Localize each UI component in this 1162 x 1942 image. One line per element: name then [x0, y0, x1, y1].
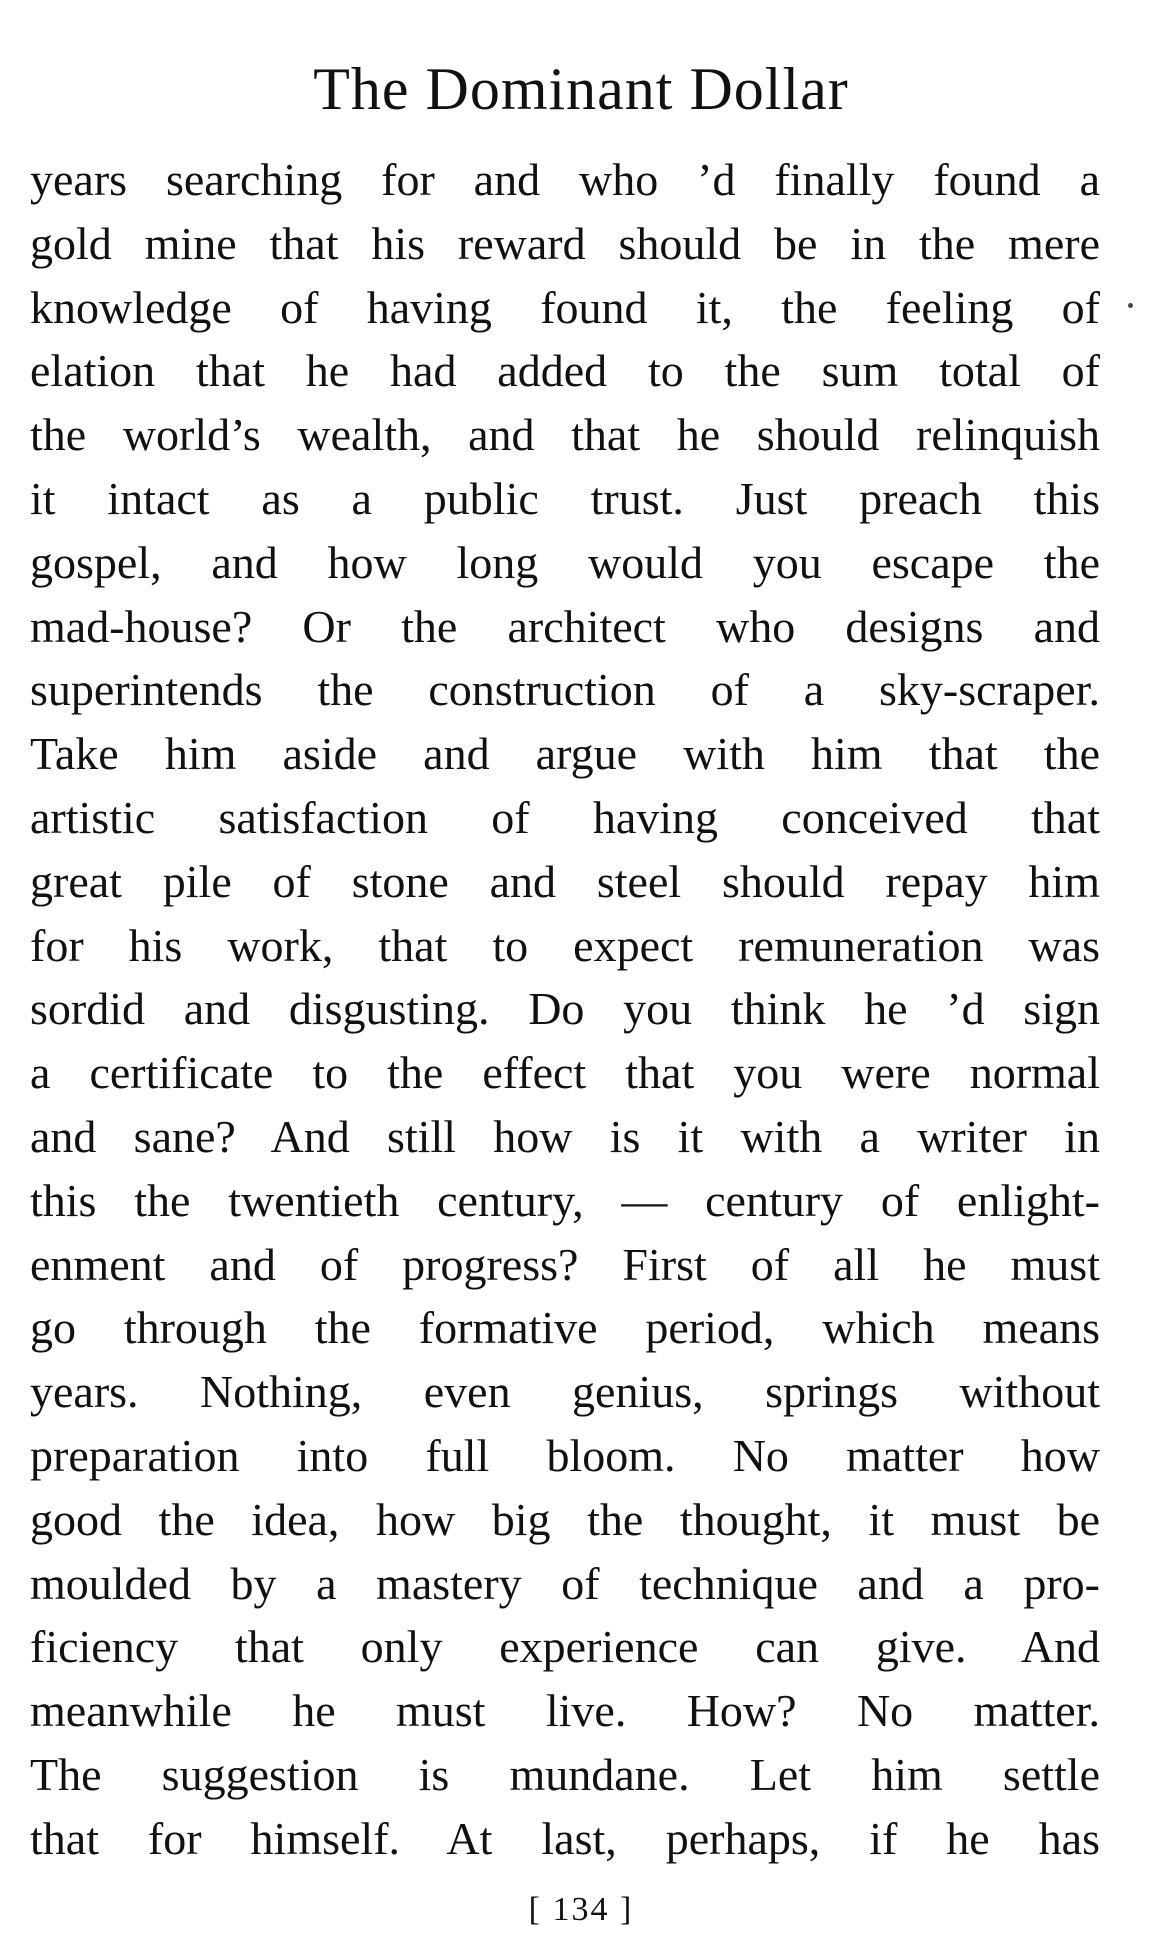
running-title: The Dominant Dollar [313, 56, 849, 122]
text-line: sordid and disgusting. Do you think he ’d sign [30, 983, 1100, 1035]
text-line: meanwhile he must live. How? No matter. [30, 1685, 1100, 1737]
text-line: knowledge of having found it, the feeling of [30, 281, 1100, 333]
text-line: gold mine that his reward should be in the mere [30, 217, 1100, 269]
text-line: this the twentieth century, — century of enlight- [30, 1174, 1100, 1226]
text-line: elation that he had added to the sum total of [30, 345, 1100, 397]
text-line: gospel, and how long would you escape the [30, 536, 1100, 588]
text-line: it intact as a public trust. Just preach this [30, 472, 1100, 524]
text-line: mad-house? Or the architect who designs and [30, 600, 1100, 652]
margin-mark [1128, 303, 1133, 308]
body-text [30, 148, 1100, 1871]
page-number: [ 134 ] [528, 1891, 634, 1928]
text-line: preparation into full bloom. No matter how [30, 1429, 1100, 1481]
text-line: that for himself. At last, perhaps, if he has [30, 1812, 1100, 1864]
text-line: years searching for and who ’d finally found a [30, 154, 1100, 205]
text-line: superintends the construction of a sky-scraper. [30, 664, 1100, 716]
text-line: Take him aside and argue with him that the [30, 728, 1100, 780]
text-line: artistic satisfaction of having conceived that [30, 791, 1100, 843]
text-line: great pile of stone and steel should repay him [30, 855, 1100, 907]
text-line: go through the formative period, which means [30, 1302, 1100, 1354]
text-line: moulded by a mastery of technique and a pro- [30, 1557, 1100, 1609]
text-line: The suggestion is mundane. Let him settle [30, 1748, 1100, 1800]
text-line: a certificate to the effect that you were normal [30, 1047, 1100, 1099]
text-line: enment and of progress? First of all he must [30, 1238, 1100, 1290]
text-line: good the idea, how big the thought, it must be [30, 1493, 1100, 1545]
text-line: the world’s wealth, and that he should relinquish [30, 409, 1100, 461]
text-line: for his work, that to expect remuneration was [30, 919, 1100, 971]
text-line: years. Nothing, even genius, springs without [30, 1366, 1100, 1418]
text-line: ficiency that only experience can give. And [30, 1621, 1100, 1673]
text-line: and sane? And still how is it with a writer in [30, 1110, 1100, 1162]
